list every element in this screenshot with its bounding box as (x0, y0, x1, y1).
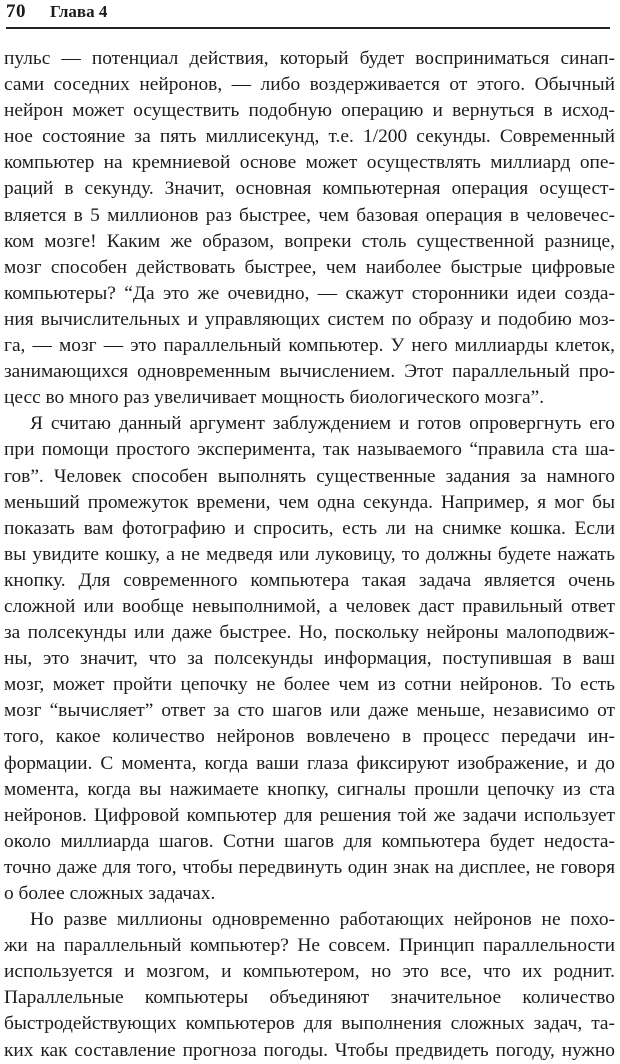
text-line: о более сложных задачах. (4, 883, 216, 904)
page-header (6, 0, 614, 30)
text-line: кнопку. Для современного компьютера такая задача является очень (4, 569, 615, 591)
text-line: сами соседних нейронов, — либо воздерживается от этого. Обычный (4, 74, 615, 96)
text-line: ны, это значит, что за полсекунды информация, поступившая в ваш (4, 648, 615, 670)
text-line: Но разве миллионы одновременно работающих нейронов не похо- (30, 909, 615, 931)
text-line: гов”. Человек способен выполнять существенные задания за намного (4, 465, 615, 487)
text-line: сложной или вообще невыполнимой, а человек даст правильный ответ (4, 595, 615, 617)
header-divider (6, 27, 610, 29)
text-line: компьютер на кремниевой основе может осуществлять миллиард опе- (4, 152, 615, 174)
text-line: при помощи простого эксперимента, так называемого “правила ста ша- (4, 439, 615, 461)
text-line: момента, когда вы нажимаете кнопку, сигналы прошли цепочку из ста (4, 778, 615, 800)
text-line: мозг “вычисляет” ответ за сто шагов или даже меньше, независимо от (4, 700, 615, 722)
text-line: жи на параллельный компьютер? Не совсем. Принцип параллельности (4, 935, 615, 957)
text-line: мозг, может пройти цепочку не более чем из сотни нейронов. То есть (4, 674, 615, 696)
text-line: быстродействующих компьютеров для выполнения сложных задач, та- (4, 1013, 615, 1035)
text-line: Я считаю данный аргумент заблуждением и готов опровергнуть его (30, 413, 615, 435)
text-line: мозг способен действовать быстрее, чем наиболее быстрые цифровые (4, 256, 615, 278)
text-line: того, какое количество нейронов вовлечено в процесс передачи ин- (4, 726, 615, 748)
text-line: цесс во много раз увеличивает мощность биологического мозга”. (4, 387, 545, 409)
text-line: формации. С момента, когда ваши глаза фиксируют изображение, и до (4, 752, 615, 774)
text-line: точно даже для того, чтобы передвинуть один знак на дисплее, не говоря (4, 856, 615, 878)
text-line: нейрон может осуществить подобную операцию и вернуться в исход- (4, 100, 615, 122)
text-line: меньший промежуток времени, чем одна секунда. Например, я мог бы (4, 491, 615, 513)
text-line: ких как составление прогноза погоды. Чтобы предвидеть погоду, нужно (4, 1039, 615, 1061)
text-line: около миллиарда шагов. Сотни шагов для компьютера будет недоста- (4, 830, 615, 852)
text-line: вляется в 5 миллионов раз быстрее, чем базовая операция в человечес- (4, 204, 615, 226)
text-line: компьютеры? “Да это же очевидно, — скажут сторонники идеи созда- (4, 282, 615, 304)
body-text (4, 46, 615, 1064)
text-line: ком мозге! Каким же образом, вопреки столь существенной разнице, (4, 230, 615, 252)
text-line: показать вам фотографию и спросить, есть ли на снимке кошка. Если (4, 517, 615, 539)
page-number: 70 (6, 1, 26, 22)
text-line: вы увидите кошку, а не медведя или луковицу, то должны будете нажать (4, 543, 615, 565)
text-line: ное состояние за пять миллисекунд, т.е. 1/200 секунды. Современный (4, 126, 615, 148)
text-line: используется и мозгом, и компьютером, но это все, что их роднит. (4, 961, 615, 983)
text-line: за полсекунды или даже быстрее. Но, поскольку нейроны малоподвиж- (4, 622, 615, 644)
text-line: нейронов. Цифровой компьютер для решения той же задачи использует (4, 804, 615, 826)
text-line: Параллельные компьютеры объединяют значительное количество (4, 987, 615, 1009)
text-line: ния вычислительных и управляющих систем по образу и подобию моз- (4, 308, 615, 330)
text-line: занимающихся одновременным вычислением. Этот параллельный про- (4, 361, 615, 383)
chapter-label: Глава 4 (50, 2, 108, 21)
text-line: раций в секунду. Значит, основная компьютерная операция осущест- (4, 178, 615, 200)
text-line: га, — мозг — это параллельный компьютер. У него миллиарды клеток, (4, 335, 615, 357)
text-line: пульс — потенциал действия, который будет восприниматься синап- (4, 48, 615, 69)
